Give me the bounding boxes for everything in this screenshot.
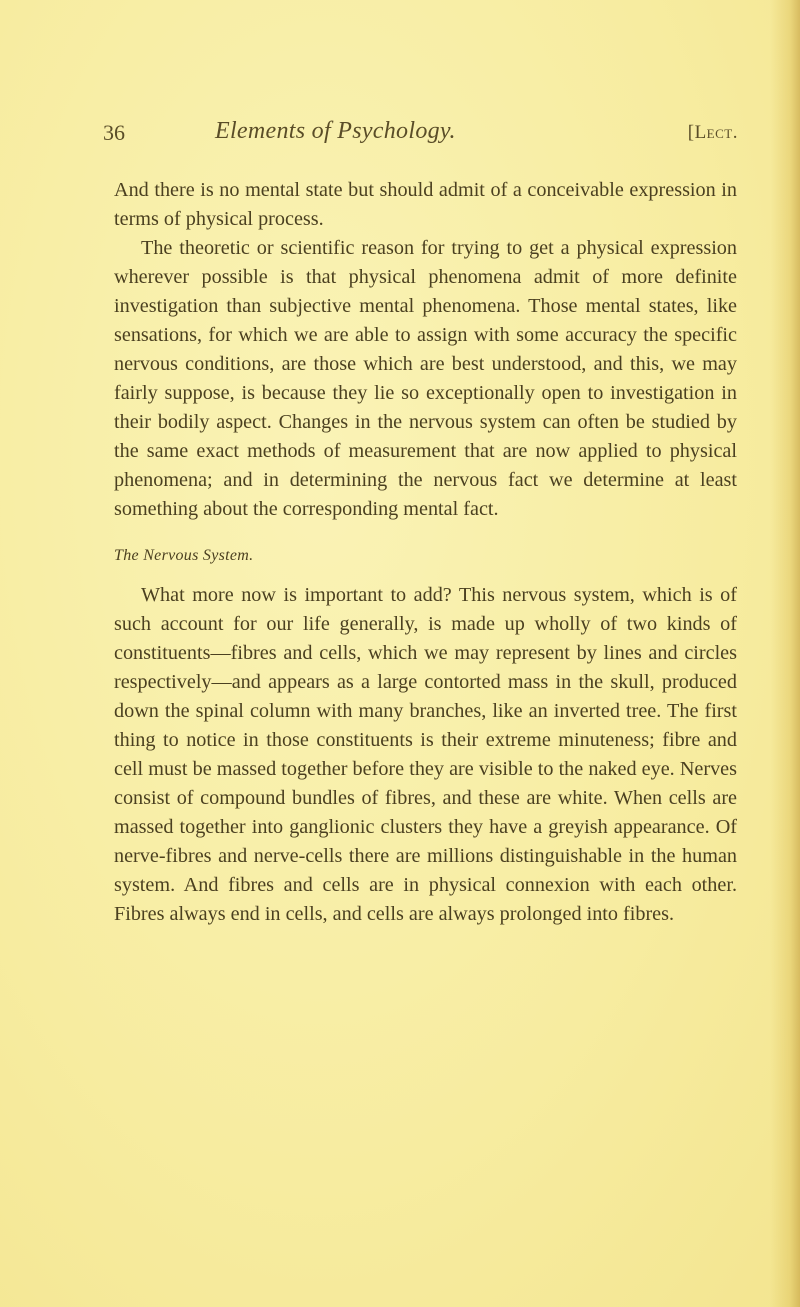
paragraph-continued: And there is no mental state but should admit of a conceivable expression in terms of physical process. bbox=[114, 179, 737, 230]
paragraph: What more now is important to add? This nervous system, which is of such account for our life generally, is made up wholly of two kinds of constituents—fibres and cells, which we may represent by lines and circles respectively—and appears as a large contorted mass in the skull, produced down the spinal column with many branches, like an inverted tree. The first thing to notice in those constituents is their extreme minuteness; fibre and cell must be massed together before they are visible to the naked eye. Nerves consist of compound bundles of fibres, and these are white. When cells are massed together into ganglionic clusters they have a greyish appearance. Of nerve-fibres and nerve-cells there are millions distinguishable in the human system. And fibres and cells are in physical connexion with each other. Fibres always end in cells, and cells are always prolonged into fibres. bbox=[114, 584, 737, 925]
body-text bbox=[114, 176, 737, 929]
lecture-label: [Lect. bbox=[687, 122, 738, 143]
book-title: Elements of Psychology. bbox=[215, 118, 456, 144]
section-heading: The Nervous System. bbox=[114, 547, 254, 564]
page-number: 36 bbox=[103, 120, 125, 145]
running-head bbox=[103, 120, 738, 160]
paragraph: The theoretic or scientific reason for trying to get a physical expression wherever possible is that physical phenomena admit of more definite investigation than subjective mental phenomena. Those mental states, like sensations, for which we are able to assign with some accuracy the specific nervous conditions, are those which are best understood, and this, we may fairly suppose, is because they lie so exceptionally open to investigation in their bodily aspect. Changes in the nervous system can often be studied by the same exact methods of measurement that are now applied to physical phenomena; and in determining the nervous fact we determine at least something about the corresponding mental fact. bbox=[114, 237, 737, 520]
